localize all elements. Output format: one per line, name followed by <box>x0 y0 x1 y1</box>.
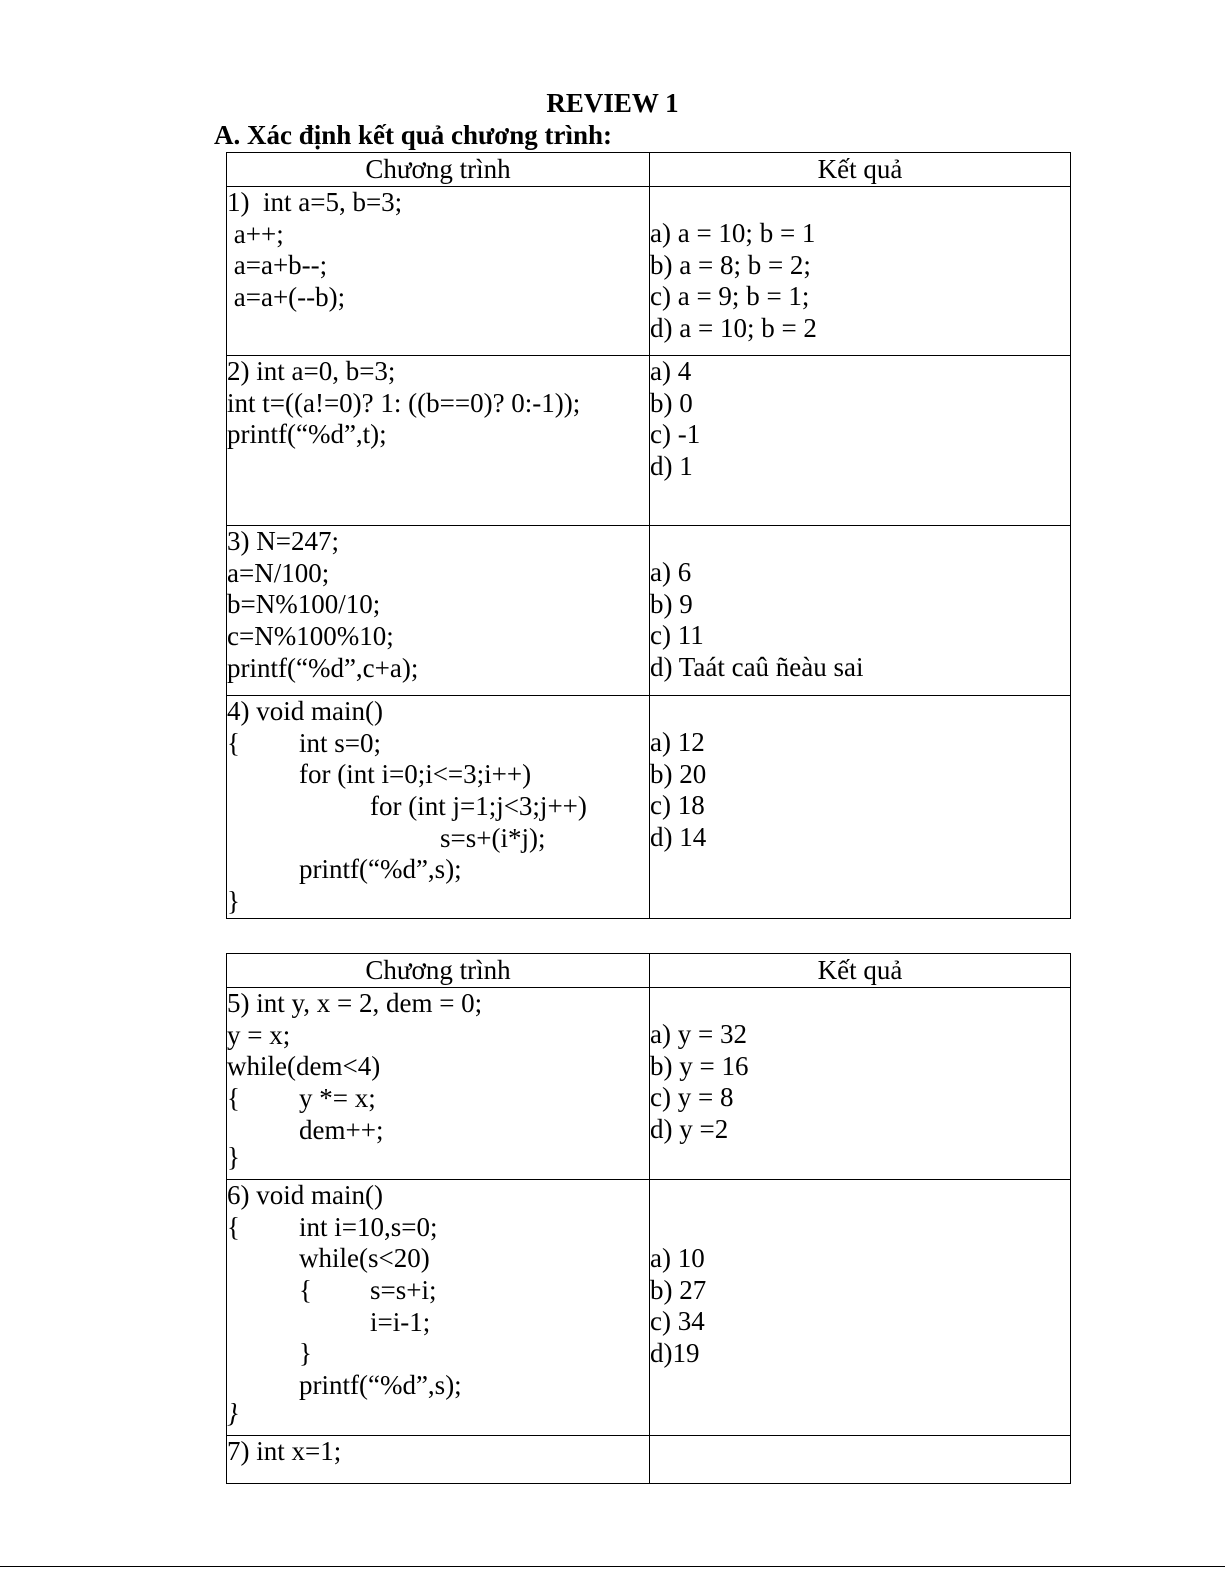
answer-option: b) 0 <box>650 387 693 418</box>
brace: { <box>299 1275 312 1306</box>
code-line: printf(“%d”,t); <box>227 419 387 450</box>
code-line <box>227 728 649 760</box>
options-cell <box>650 187 1071 356</box>
answer-option: c) -1 <box>650 419 701 450</box>
header-result: Kết quả <box>650 954 1071 988</box>
code-cell <box>227 356 650 526</box>
code-line: } <box>227 1142 240 1173</box>
answer-option: d) Taát caû ñeàu sai <box>650 652 864 683</box>
code-cell <box>227 1180 650 1436</box>
answer-option: a) y = 32 <box>650 1019 747 1049</box>
answer-option: d) y =2 <box>650 1114 729 1145</box>
answer-option: b) y = 16 <box>650 1050 749 1081</box>
answer-option: a) 6 <box>650 557 692 587</box>
code-line: a=N/100; <box>227 557 330 588</box>
code-line: y = x; <box>227 1019 291 1050</box>
code-line: 7) int x=1; <box>227 1436 342 1466</box>
code-line: for (int i=0;i<=3;i++) <box>299 759 532 790</box>
code-line: 2) int a=0, b=3; <box>227 356 396 386</box>
question-table-1 <box>226 152 1071 919</box>
code-line: a++; <box>227 218 284 249</box>
question-row-1 <box>227 187 1071 356</box>
answer-option: d) 1 <box>650 451 693 482</box>
code-line: } <box>227 1397 238 1428</box>
code-line: printf(“%d”,s); <box>299 854 462 885</box>
code-cell <box>227 1436 650 1484</box>
answer-option: b) 9 <box>650 588 693 619</box>
code-cell <box>227 696 650 919</box>
answer-option: d)19 <box>650 1338 700 1369</box>
code-text: y *= x; <box>299 1083 376 1114</box>
answer-option: b) a = 8; b = 2; <box>650 249 811 280</box>
answer-option: c) y = 8 <box>650 1082 734 1113</box>
code-line: printf(“%d”,c+a); <box>227 652 419 683</box>
options-cell <box>650 356 1071 526</box>
code-line: 6) void main() <box>227 1180 383 1210</box>
brace: { <box>227 1083 240 1114</box>
options-cell <box>650 1436 1071 1484</box>
answer-option: d) 14 <box>650 822 707 853</box>
answer-option: a) a = 10; b = 1 <box>650 218 816 248</box>
code-text: int s=0; <box>299 727 381 758</box>
code-line: } <box>299 1338 312 1369</box>
code-line: while(dem<4) <box>227 1051 381 1082</box>
code-line: } <box>227 886 240 917</box>
code-line <box>227 1212 649 1244</box>
options-cell <box>650 526 1071 696</box>
header-program: Chương trình <box>227 954 650 988</box>
options-cell <box>650 988 1071 1180</box>
answer-option: c) 18 <box>650 790 705 821</box>
question-row-4 <box>227 696 1071 919</box>
code-cell <box>227 988 650 1180</box>
header-result: Kết quả <box>650 153 1071 187</box>
code-line: int t=((a!=0)? 1: ((b==0)? 0:-1)); <box>227 387 581 418</box>
code-line: a=a+(--b); <box>227 282 346 313</box>
header-program: Chương trình <box>227 153 650 187</box>
page-divider <box>0 1566 1225 1567</box>
code-line: printf(“%d”,s); <box>299 1370 462 1401</box>
answer-option: a) 12 <box>650 727 705 757</box>
code-line: while(s<20) <box>299 1243 430 1274</box>
answer-option: b) 20 <box>650 758 707 789</box>
answer-option: d) a = 10; b = 2 <box>650 313 817 344</box>
code-line: 3) N=247; <box>227 526 339 556</box>
code-cell <box>227 187 650 356</box>
code-cell <box>227 526 650 696</box>
code-line: for (int j=1;j<3;j++) <box>370 791 587 822</box>
code-line: 5) int y, x = 2, dem = 0; <box>227 988 483 1018</box>
section-heading: A. Xác định kết quả chương trình: <box>214 120 612 150</box>
code-text: int i=10,s=0; <box>299 1211 438 1242</box>
code-line: i=i-1; <box>370 1306 431 1337</box>
question-row-3 <box>227 526 1071 696</box>
code-line <box>227 1083 649 1115</box>
question-row-7 <box>227 1436 1071 1484</box>
code-line: c=N%100%10; <box>227 621 394 652</box>
question-row-5 <box>227 988 1071 1180</box>
answer-option: b) 27 <box>650 1274 707 1305</box>
answer-option: c) 34 <box>650 1306 705 1337</box>
answer-option: a) 4 <box>650 356 692 386</box>
options-cell <box>650 696 1071 919</box>
question-row-2 <box>227 356 1071 526</box>
code-line: dem++; <box>299 1114 384 1145</box>
page-title: REVIEW 1 <box>546 88 679 118</box>
answer-option: c) 11 <box>650 620 704 651</box>
code-text: s=s+i; <box>370 1275 437 1306</box>
code-line: 1) int a=5, b=3; <box>227 187 403 217</box>
question-row-6 <box>227 1180 1071 1436</box>
code-line <box>227 1275 649 1307</box>
code-line: b=N%100/10; <box>227 589 381 620</box>
brace: { <box>227 1211 240 1242</box>
options-cell <box>650 1180 1071 1436</box>
code-line: 4) void main() <box>227 696 383 726</box>
brace: { <box>227 727 240 758</box>
answer-option: a) 10 <box>650 1243 705 1273</box>
answer-option: c) a = 9; b = 1; <box>650 281 810 312</box>
question-table-2 <box>226 953 1071 1484</box>
code-line: s=s+(i*j); <box>440 822 546 853</box>
code-line: a=a+b--; <box>227 250 328 281</box>
